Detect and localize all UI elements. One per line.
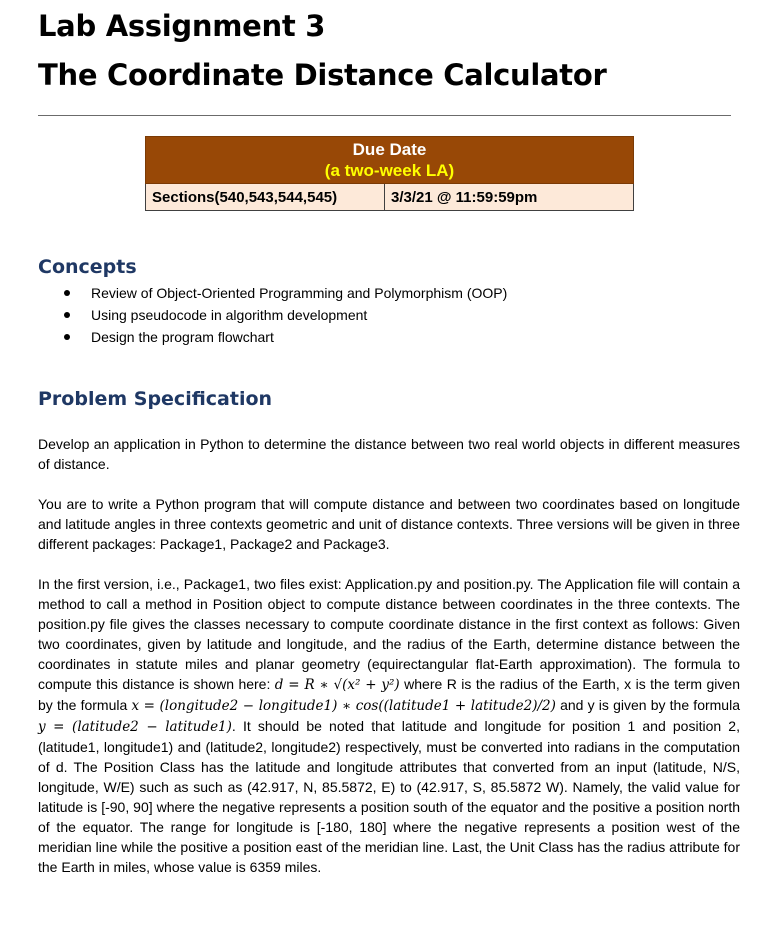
due-date-heading: Due Date bbox=[352, 140, 427, 159]
due-date-subheading: (a two-week LA) bbox=[324, 161, 455, 180]
paragraph-text: and y is given by the formula bbox=[555, 697, 740, 713]
title-line-1: Lab Assignment 3 bbox=[38, 9, 326, 43]
concepts-list bbox=[64, 282, 507, 348]
paragraph-package1 bbox=[38, 574, 740, 877]
title-line-2: The Coordinate Distance Calculator bbox=[38, 58, 607, 92]
bullet-icon bbox=[64, 312, 70, 318]
list-item bbox=[64, 326, 507, 348]
problem-spec-heading: Problem Specification bbox=[38, 388, 273, 410]
paragraph-text: . It should be noted that latitude and longitude for position 1 and position 2, (latitude1, longitude1) and (latitude2, longitude2) respectively, must be converted into radians in the computation of d. The Position Class has the latitude and longitude attributes that converted from an input (latitude, N/S, longitude, W/E) such as such as (42.917, N, 85.5872, E) to (42.917, S, 85.5872 W). Namely, the valid value for latitude is [-90, 90] where the negative represents a position south of the equator and the positive a position north of the equator. The range for longitude is [-180, 180] where the negative represents a position west of the meridian line while the positive a position east of the meridian line. Last, the Unit Class has the radius attribute for the Earth in miles, whose value is 6359 miles. bbox=[38, 718, 740, 875]
deadline-cell: 3/3/21 @ 11:59:59pm bbox=[385, 184, 634, 211]
paragraph-text: where R is the radius of the Earth, x is the term given by the formula bbox=[38, 676, 740, 713]
list-item bbox=[64, 304, 507, 326]
due-date-header bbox=[146, 137, 634, 184]
concept-text: Design the program flowchart bbox=[91, 329, 274, 345]
bullet-icon bbox=[64, 334, 70, 340]
list-item bbox=[64, 282, 507, 304]
formula-y: y = (latitude2 − latitude1) bbox=[38, 719, 232, 735]
concept-text: Using pseudocode in algorithm development bbox=[91, 307, 368, 323]
bullet-icon bbox=[64, 290, 70, 296]
paragraph-text: In the first version, i.e., Package1, two files exist: Application.py and position.py. The Application file will contain a method to call a method in Position object to compute distance between coordinates in the three contexts. The position.py file gives the classes necessary to compute coordinate distance in the first context as follows: Given two coordinates, given by latitude and longitude, and the radius of the Earth, determine distance between the coordinates in statute miles and planar geometry (equirectangular flat-Earth approximation). The formula to compute this distance is shown here: bbox=[38, 576, 740, 692]
title-divider bbox=[38, 115, 731, 116]
concept-text: Review of Object-Oriented Programming and Polymorphism (OOP) bbox=[91, 285, 508, 301]
formula-distance: d = R ∗ √(x² + y²) bbox=[274, 677, 400, 693]
paragraph-versions: You are to write a Python program that will compute distance and between two coordinates based on longitude and latitude angles in three contexts geometric and unit of distance contexts. Three versions will be given in three different packages: Package1, Package2 and Package3. bbox=[38, 496, 740, 552]
concepts-heading: Concepts bbox=[38, 256, 137, 278]
sections-cell: Sections(540,543,544,545) bbox=[146, 184, 385, 211]
due-date-table bbox=[145, 136, 634, 211]
formula-x: x = (longitude2 − longitude1) ∗ cos((latitude1 + latitude2)/2) bbox=[131, 698, 556, 714]
paragraph-intro: Develop an application in Python to determine the distance between two real world objects in different measures of distance. bbox=[38, 436, 740, 472]
